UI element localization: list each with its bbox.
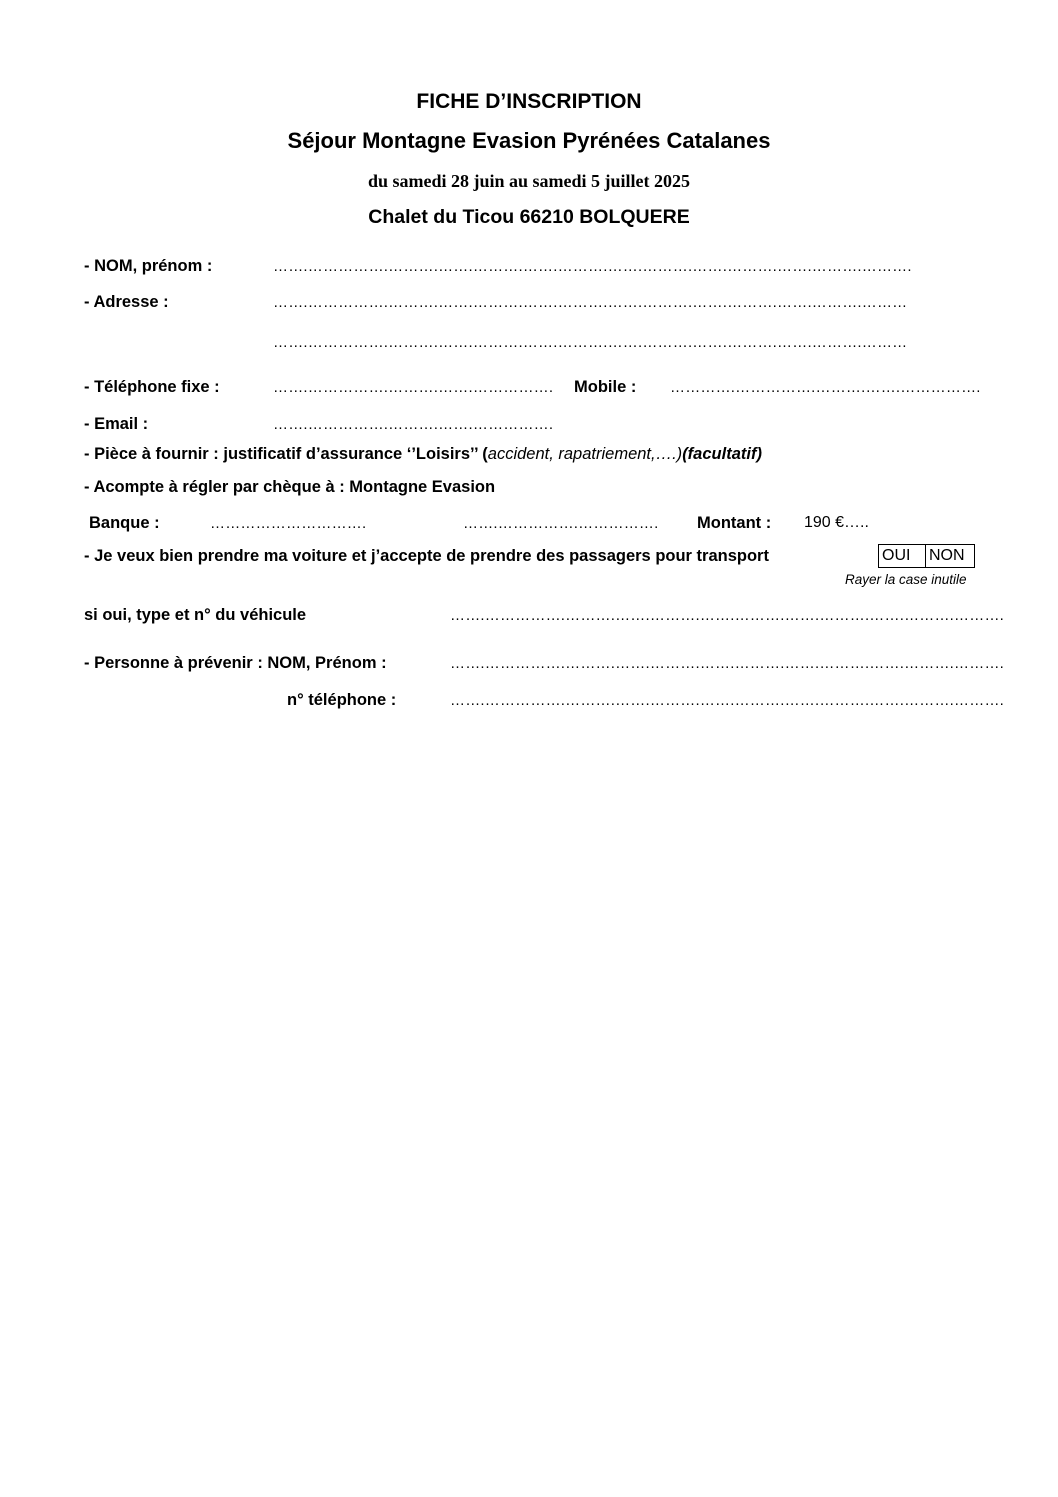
- cheque-field[interactable]: …….…………….…………….: [463, 515, 659, 532]
- stay-dates: du samedi 28 juin au samedi 5 juillet 2025: [367, 171, 691, 191]
- mobile-label: Mobile :: [574, 378, 637, 396]
- yes-no-choice: [878, 544, 975, 568]
- address-field-line-2[interactable]: …….…………….……….…….……….…….……….…….……….…….……….…….……….………: [273, 334, 908, 351]
- emergency-phone-field[interactable]: …….…………….……….…….……….…….……….…….……….…….……….……….: [450, 692, 1005, 709]
- form-title: FICHE D’INSCRIPTION: [416, 90, 642, 113]
- landline-field[interactable]: …….…………….……….…….…………….: [273, 379, 554, 396]
- carpool-question: - Je veux bien prendre ma voiture et j’accepte de prendre des passagers pour transport: [84, 547, 769, 565]
- mobile-field[interactable]: ………….…………….……….…….…………….: [670, 379, 981, 396]
- emergency-contact-label: - Personne à prévenir : NOM, Prénom :: [84, 654, 387, 672]
- stay-subtitle: Séjour Montagne Evasion Pyrénées Catalanes: [287, 128, 771, 153]
- vehicle-field[interactable]: …….…………….……….…….……….…….……….…….……….…….……….……….: [450, 607, 1005, 624]
- bank-field[interactable]: ………………………….: [210, 515, 367, 532]
- strike-hint: Rayer la case inutile: [845, 572, 967, 587]
- address-field-line-1[interactable]: …….…………….……….…….……….…….……….…….……….…….……….…….……….………: [273, 294, 908, 311]
- deposit-instruction: - Acompte à régler par chèque à : Montagne Evasion: [84, 478, 496, 496]
- stay-location: Chalet du Ticou 66210 BOLQUERE: [368, 206, 690, 228]
- emergency-contact-field[interactable]: …….…………….……….…….……….…….……….…….……….…….……….……….: [450, 655, 1005, 672]
- amount-value: 190 €…..: [804, 514, 869, 531]
- email-field[interactable]: …….…………….……….…….…………….: [273, 416, 554, 433]
- vehicle-label: si oui, type et n° du véhicule: [84, 606, 307, 624]
- name-label: - NOM, prénom :: [84, 257, 213, 275]
- address-label: - Adresse :: [84, 293, 169, 311]
- landline-label: - Téléphone fixe :: [84, 378, 220, 396]
- insurance-examples: accident, rapatriement,….): [487, 445, 683, 463]
- yes-option[interactable]: OUI: [882, 547, 911, 564]
- name-field[interactable]: …….…………….……….…….……….…….……….…….……….…….……….…….……….……….: [273, 258, 912, 275]
- bank-label: Banque :: [89, 514, 160, 532]
- insurance-requirement-text: - Pièce à fournir : justificatif d’assurance ‘’Loisirs’’ (: [84, 445, 488, 463]
- no-option[interactable]: NON: [925, 545, 974, 567]
- optional-note: (facultatif): [682, 445, 762, 463]
- emergency-phone-label: n° téléphone :: [287, 691, 397, 709]
- amount-label: Montant :: [697, 514, 772, 532]
- email-label: - Email :: [84, 415, 149, 433]
- insurance-requirement: [84, 445, 762, 464]
